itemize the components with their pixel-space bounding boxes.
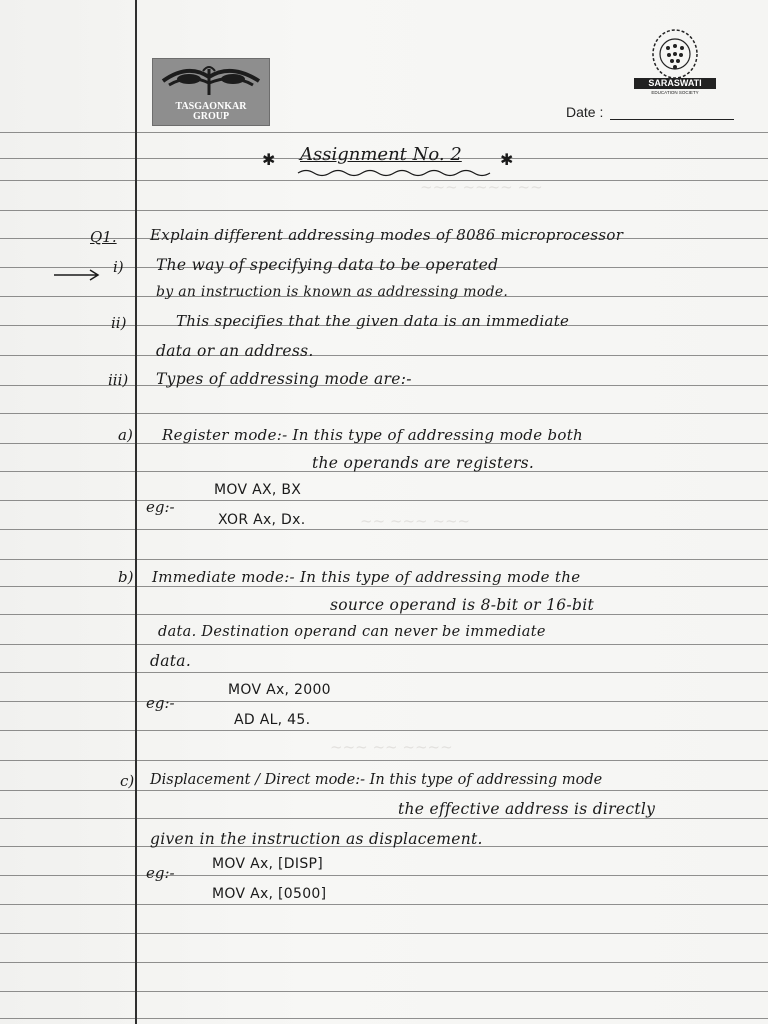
ruled-line: [0, 933, 768, 934]
ruled-line: [0, 132, 768, 133]
code-line: MOV Ax, [0500]: [212, 886, 327, 902]
point-marker: i): [113, 258, 124, 276]
answer-line: Immediate mode:- In this type of addressing mode the: [152, 568, 581, 586]
answer-line: given in the instruction as displacement.: [150, 830, 483, 848]
seal-name: SARASWATI: [634, 78, 716, 89]
ruled-line: [0, 210, 768, 211]
ruled-line: [0, 875, 768, 876]
ruled-line: [0, 991, 768, 992]
code-line: MOV AX, BX: [214, 482, 302, 498]
ruled-line: [0, 614, 768, 615]
bleed-through-text: ~~ ~~~ ~~~: [360, 512, 471, 530]
example-label: eg:-: [146, 694, 175, 712]
point-marker: ii): [111, 314, 127, 332]
arrow-right-icon: [52, 268, 104, 282]
answer-line: the operands are registers.: [312, 454, 535, 472]
answer-line: data. Destination operand can never be immediate: [158, 624, 546, 640]
title-squiggle-icon: [296, 168, 496, 178]
answer-line: source operand is 8-bit or 16-bit: [330, 596, 594, 614]
answer-line: Displacement / Direct mode:- In this type of addressing mode: [150, 772, 603, 788]
code-line: MOV Ax, 2000: [228, 682, 331, 698]
ruled-line: [0, 500, 768, 501]
question-marker: Q1.: [90, 228, 117, 246]
ruled-line: [0, 818, 768, 819]
ruled-line: [0, 559, 768, 560]
ruled-line: [0, 355, 768, 356]
ruled-line: [0, 730, 768, 731]
ruled-line: [0, 701, 768, 702]
ruled-line: [0, 962, 768, 963]
question-line: Explain different addressing modes of 8086 microprocessor: [150, 226, 624, 244]
bleed-through-text: ~~~ ~~ ~~~~: [330, 738, 453, 756]
answer-line: The way of specifying data to be operated: [156, 256, 499, 274]
code-line: AD AL, 45.: [234, 712, 311, 728]
answer-line: Types of addressing mode are:-: [156, 370, 412, 388]
date-label: Date :: [566, 104, 604, 120]
logo-text-line1: TASGAONKAR: [175, 101, 247, 112]
ruled-line: [0, 586, 768, 587]
margin-line: [135, 0, 137, 1024]
answer-line: data.: [150, 652, 192, 670]
section-marker: a): [118, 426, 133, 444]
tasgaonkar-logo: [152, 58, 270, 126]
answer-line: This specifies that the given data is an immediate: [176, 312, 570, 330]
date-field-line: [610, 119, 734, 120]
ruled-line: [0, 790, 768, 791]
code-line: XOR Ax, Dx.: [218, 512, 306, 528]
ruled-line: [0, 1018, 768, 1019]
ruled-line: [0, 672, 768, 673]
answer-line: data or an address.: [156, 342, 314, 360]
point-marker: iii): [108, 371, 129, 389]
answer-line: Register mode:- In this type of addressing mode both: [162, 426, 583, 444]
ruled-line: [0, 760, 768, 761]
star-icon: ✱: [262, 150, 276, 169]
seal-subtitle: EDUCATION SOCIETY: [651, 90, 699, 95]
star-icon: ✱: [500, 150, 514, 169]
code-line: MOV Ax, [DISP]: [212, 856, 324, 872]
logo-text-line2: GROUP: [192, 111, 230, 122]
ruled-line: [0, 413, 768, 414]
ruled-line: [0, 644, 768, 645]
answer-line: the effective address is directly: [398, 800, 656, 818]
ruled-line: [0, 904, 768, 905]
example-label: eg:-: [146, 498, 175, 516]
example-label: eg:-: [146, 864, 175, 882]
ruled-line: [0, 180, 768, 181]
bleed-through-text: ~~~ ~~~~ ~~: [420, 178, 543, 196]
page-title: Assignment No. 2: [300, 144, 462, 165]
section-marker: b): [118, 568, 134, 586]
answer-line: by an instruction is known as addressing mode.: [156, 284, 509, 300]
section-marker: c): [120, 772, 135, 790]
